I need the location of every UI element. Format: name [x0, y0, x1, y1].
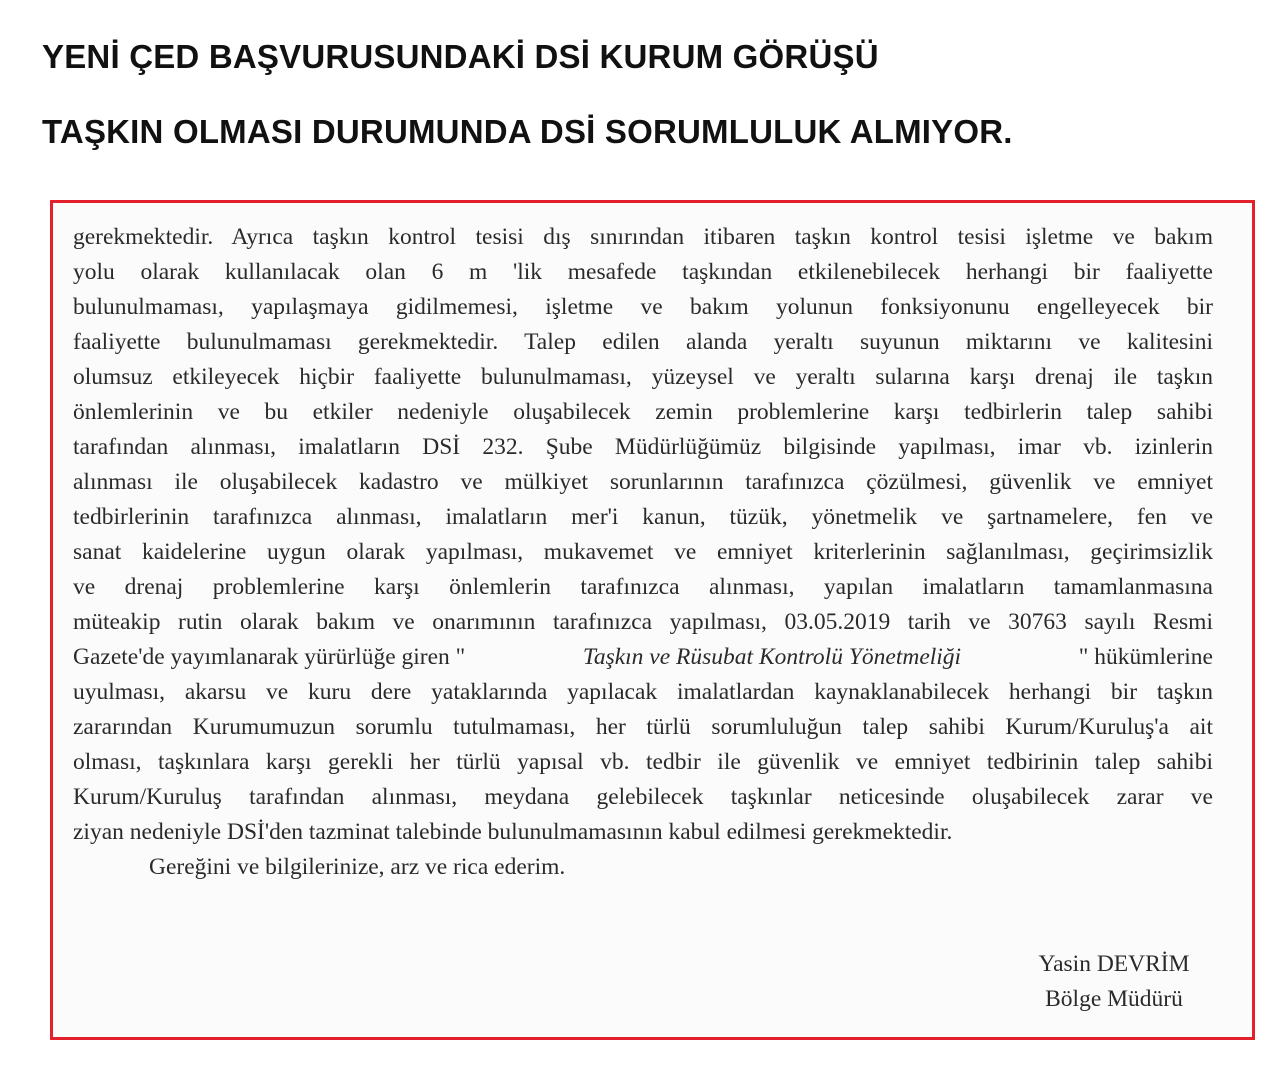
doc-line: ve drenaj problemlerine karşı önlemlerin tarafınızca alınması, yapılan imalatların tamamlanmasına	[73, 574, 1213, 600]
doc-line: gerekmektedir. Ayrıca taşkın kontrol tesisi dış sınırından itibaren taşkın kontrol tesisi işletme ve bakım	[73, 224, 1213, 250]
regulation-title: Taşkın ve Rüsubat Kontrolü Yönetmeliği	[582, 644, 962, 670]
doc-text: Gazete'de yayımlanarak yürürlüğe giren "	[73, 644, 466, 670]
doc-line: alınması ile oluşabilecek kadastro ve mülkiyet sorunlarının tarafınızca çözülmesi, güvenlik ve emniyet	[73, 469, 1213, 495]
doc-line: yolu olarak kullanılacak olan 6 m 'lik mesafede taşkından etkilenebilecek herhangi bir faaliyette	[73, 259, 1213, 285]
signature-name: Yasin DEVRİM	[1038, 951, 1190, 977]
doc-line: faaliyette bulunulmaması gerekmektedir. Talep edilen alanda yeraltı suyunun miktarını ve kalitesini	[73, 329, 1213, 355]
doc-line: tedbirlerinin tarafınızca alınması, imalatların mer'i kanun, tüzük, yönetmelik ve şartnamelere, fen ve	[73, 504, 1213, 530]
signature-title: Bölge Müdürü	[1045, 986, 1183, 1012]
document-excerpt	[50, 200, 1255, 1040]
doc-line: Kurum/Kuruluş tarafından alınması, meydana gelebilecek taşkınlar neticesinde oluşabilecek zarar ve	[73, 784, 1213, 810]
closing-line: Gereğini ve bilgilerinize, arz ve rica ederim.	[149, 854, 566, 880]
doc-line: tarafından alınması, imalatların DSİ 232. Şube Müdürlüğümüz bilgisinde yapılması, imar vb. izinlerin	[73, 434, 1213, 460]
doc-text: " hükümlerine	[1078, 644, 1213, 670]
doc-line: olması, taşkınlara karşı gerekli her türlü yapısal vb. tedbir ile güvenlik ve emniyet tedbirinin talep sahibi	[73, 749, 1213, 775]
headline-line-1: YENİ ÇED BAŞVURUSUNDAKİ DSİ KURUM GÖRÜŞÜ	[42, 38, 879, 75]
headline-line-2: TAŞKIN OLMASI DURUMUNDA DSİ SORUMLULUK ALMIYOR.	[42, 113, 1013, 150]
doc-line-with-regulation	[73, 643, 1213, 671]
doc-line: ziyan nedeniyle DSİ'den tazminat talebinde bulunulmamasının kabul edilmesi gerekmektedir.	[73, 819, 953, 845]
doc-line: zararından Kurumumuzun sorumlu tutulmaması, her türlü sorumluluğun talep sahibi Kurum/Kuruluş'a ait	[73, 714, 1213, 740]
doc-line: bulunulmaması, yapılaşmaya gidilmemesi, işletme ve bakım yolunun fonksiyonunu engelleyecek bir	[73, 294, 1213, 320]
doc-line: uyulması, akarsu ve kuru dere yataklarında yapılacak imalatlardan kaynaklanabilecek herhangi bir taşkın	[73, 679, 1213, 705]
doc-line: önlemlerinin ve bu etkiler nedeniyle oluşabilecek zemin problemlerine karşı tedbirlerin talep sahibi	[73, 399, 1213, 425]
doc-line: müteakip rutin olarak bakım ve onarımının tarafınızca yapılması, 03.05.2019 tarih ve 30763 sayılı Resmi	[73, 609, 1213, 635]
doc-line: sanat kaidelerine uygun olarak yapılması, mukavemet ve emniyet kriterlerinin sağlanılması, geçirimsizlik	[73, 539, 1213, 565]
doc-line: olumsuz etkileyecek hiçbir faaliyette bulunulmaması, yüzeysel ve yeraltı sularına karşı drenaj ile taşkın	[73, 364, 1213, 390]
